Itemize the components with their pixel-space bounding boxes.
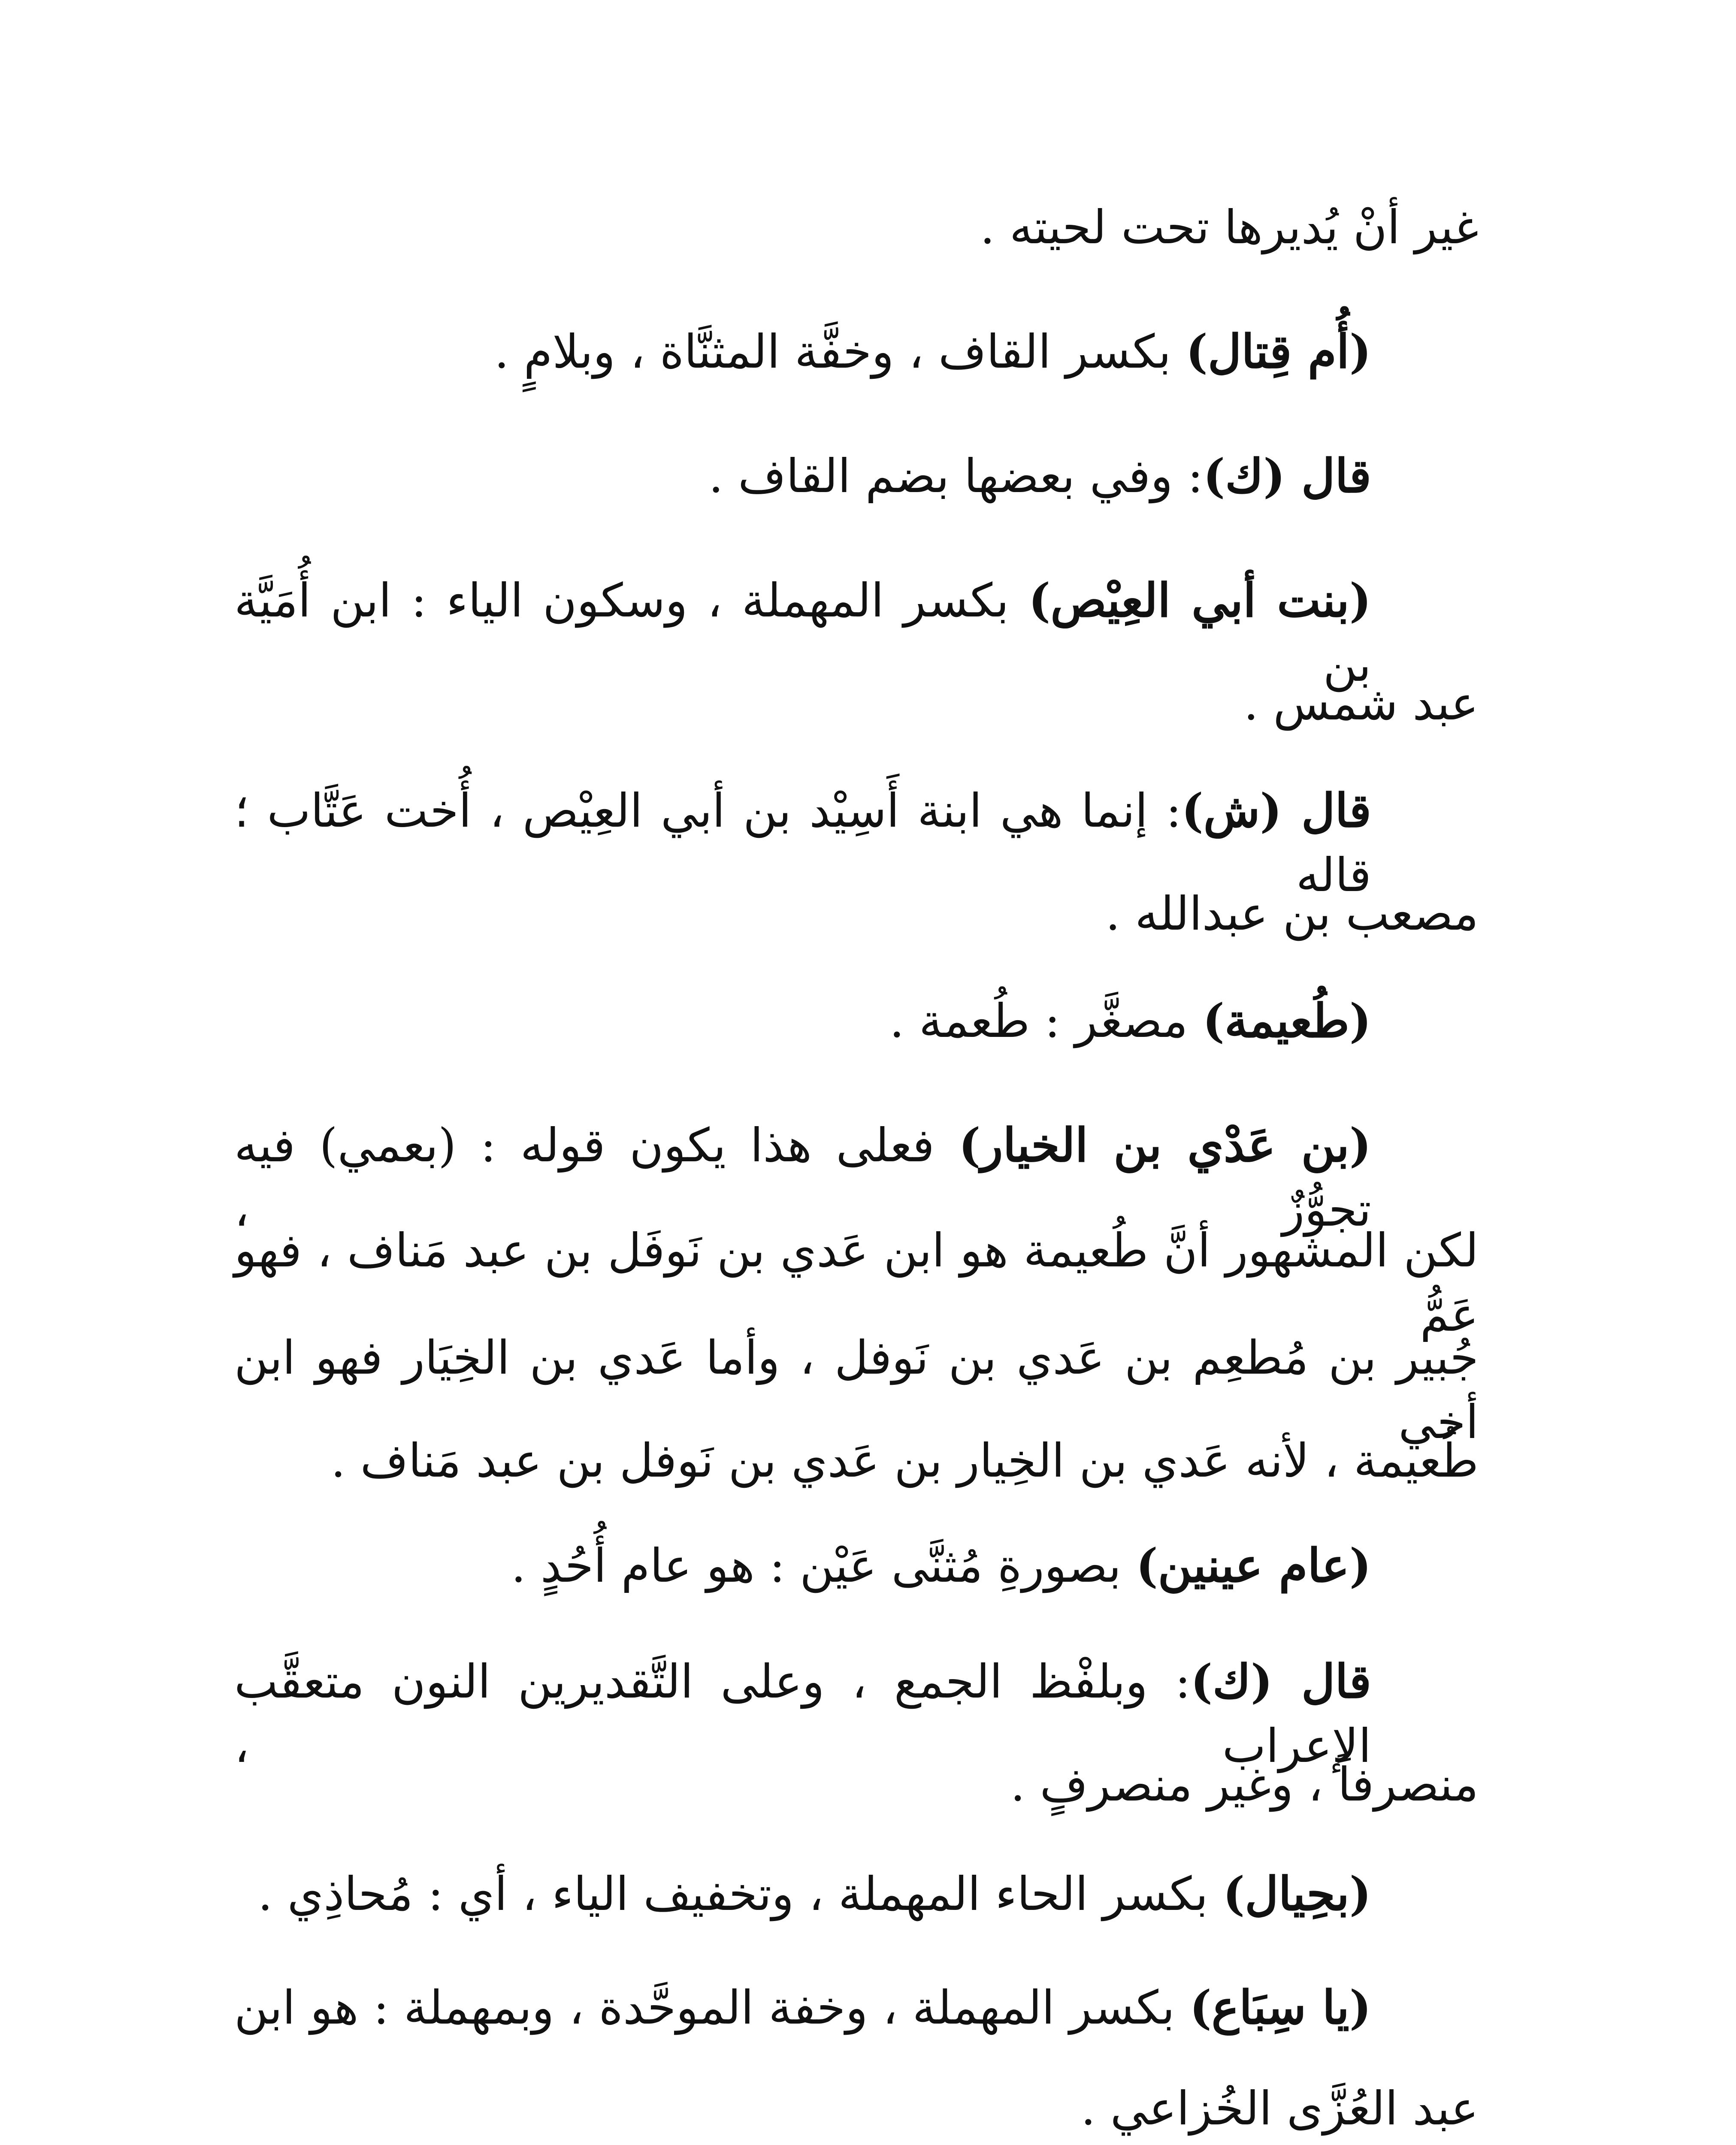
bold-term: (بنت أبي العِيْص): [1028, 574, 1371, 628]
text-line-9: (بن عَدْي بن الخيار) فعلى هذا يكون قوله : (بعمي) فيه تجوُّزٌ ،: [234, 1118, 1371, 1237]
text-line-4: (بنت أبي العِيْص) بكسر المهملة ، وسكون الياء : ابن أُمَيَّة بن: [234, 574, 1371, 692]
text-line-15: منصرفاً ، وغير منصرفٍ .: [1010, 1758, 1479, 1812]
text-line-7: مصعب بن عبدالله .: [1105, 887, 1479, 941]
text-line-6: قال (ش): إنما هي ابنة أَسِيْد بن أبي العِيْص ، أُخت عَتَّاب ؛ قاله: [234, 784, 1371, 902]
text-line-17: (يا سِبَاع) بكسر المهملة ، وخفة الموحَّدة ، وبمهملة : هو ابن: [234, 1981, 1371, 2035]
text-line-3: قال (ك): وفي بعضها بضم القاف .: [708, 449, 1371, 503]
bold-term: قال (ش): [1181, 784, 1371, 838]
bold-term: قال (ك): [1203, 449, 1371, 503]
bold-term: (طُعيمة): [1202, 994, 1371, 1048]
text-line-8: (طُعيمة) مصغَّر : طُعمة .: [889, 994, 1371, 1048]
text-line-5: عبد شمس .: [1243, 677, 1479, 731]
bold-term: قال (ك): [1190, 1655, 1371, 1709]
bold-term: (عام عينين): [1136, 1539, 1371, 1593]
text-line-12: طُعيمة ، لأنه عَدي بن الخِيار بن عَدي بن نَوفل بن عبد مَناف .: [330, 1434, 1479, 1488]
text-line-2: (أُم قِتال) بكسر القاف ، وخفَّة المثنَّاة ، وبلامٍ .: [494, 325, 1371, 379]
bold-term: (أُم قِتال): [1186, 325, 1371, 379]
text-line-11: جُبير بن مُطعِم بن عَدي بن نَوفل ، وأما عَدي بن الخِيَار فهو ابن أخي: [234, 1331, 1479, 1449]
text-line-1: غير أنْ يُديرها تحت لحيته .: [980, 201, 1479, 254]
text-line-14: قال (ك): وبلفْظ الجمع ، وعلى التَّقديرين النون متعقَّب الإعراب ،: [234, 1655, 1371, 1773]
text-line-10: لكن المشهور أنَّ طُعيمة هو ابن عَدي بن نَوفَل بن عبد مَناف ، فهو عَمُّ: [234, 1224, 1479, 1342]
bold-term: (يا سِبَاع): [1189, 1981, 1371, 2035]
bold-term: (بحِيال): [1223, 1867, 1371, 1921]
text-line-18: عبد العُزَّى الخُزاعي .: [1081, 2082, 1479, 2136]
text-line-13: (عام عينين) بصورةِ مُثنَّى عَيْن : هو عام أُحُدٍ .: [511, 1539, 1371, 1593]
text-line-16: (بحِيال) بكسر الحاء المهملة ، وتخفيف الياء ، أي : مُحاذِي .: [258, 1867, 1371, 1921]
bold-term: (بن عَدْي بن الخيار): [959, 1118, 1371, 1172]
